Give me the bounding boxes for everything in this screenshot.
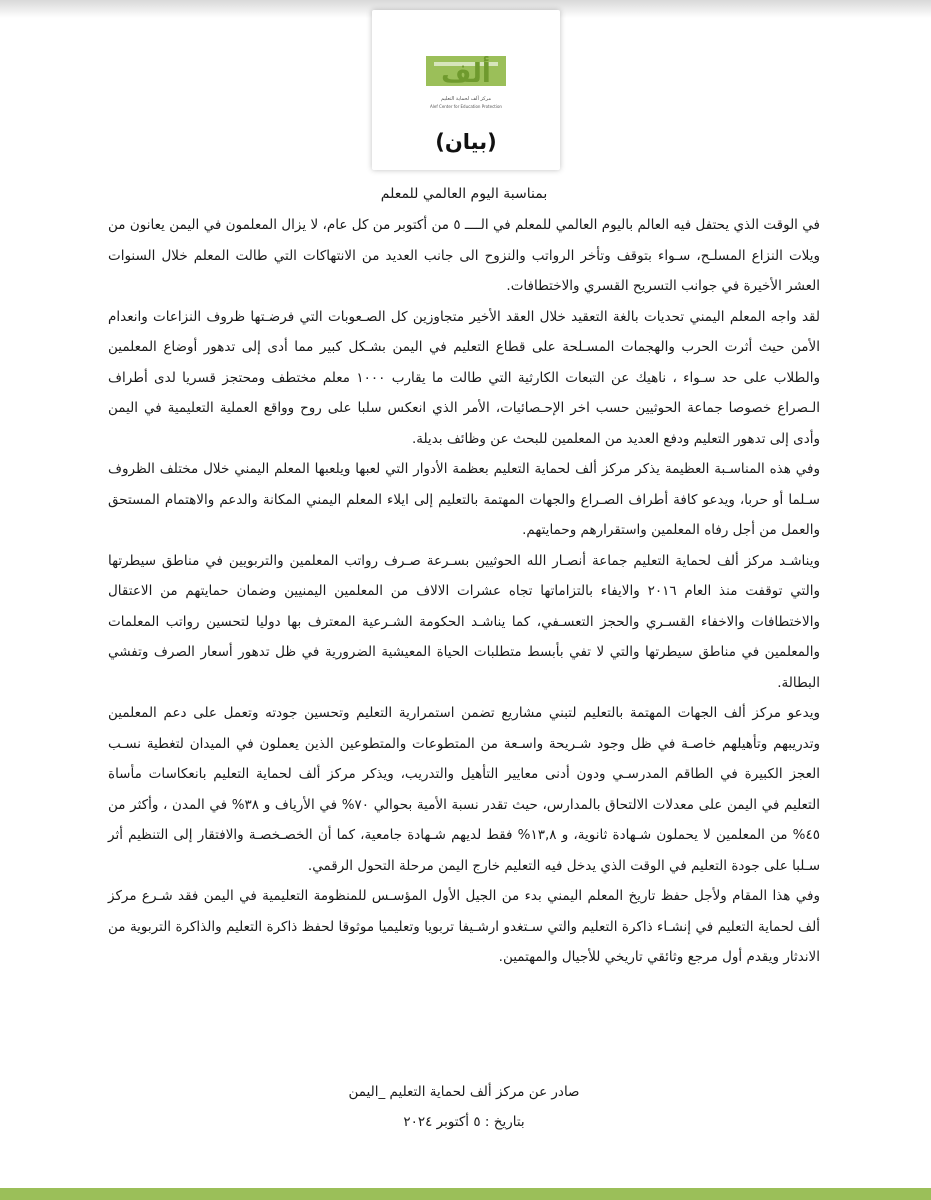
logo-tagline-en: Alef Center for Education Protection [430,104,502,109]
paragraph: لقد واجه المعلم اليمني تحديات بالغة التعقيد خلال العقد الأخير متجاوزين كل الصـعوبات التي فرضـتها ظروف النزاعات وانعدام الأمن حيث أثرت الحرب والهجمات المسـلحة على قطاع التعليم في اليمن بشـكل كبير مما أدى إلى تدهور أوضاع المعلمين والطلاب على حد سـواء ، ناهيك عن التبعات الكارثية التي طالت ما يقارب ١٠٠٠ معلم مختطف ومحتجز قسريا لدى أطراف الـصراع خصوصا جماعة الحوثيين حسب اخر الإحـصائيات، الأمر الذي انعكس سلبا على روح وواقع العملية التعليمية في اليمن وأدى إلى تدهور التعليم ودفع العديد من المعلمين للبحث عن وظائف بديلة. [108,308,820,447]
statement-title: (بيان) [435,130,497,154]
paragraph: وفي هذا المقام ولأجل حفظ تاريخ المعلم اليمني بدء من الجيل الأول المؤسـس للمنظومة التعليمية في اليمن فقد شـرع مركز ألف لحماية التعليم في إنشـاء ذاكرة التعليم والتي سـتغدو ارشـيفا تربويا وتعليميا موثوقا لحفظ ذاكرة التعليم والذاكرة التربوية من الاندثار ويقدم أول مرجع وثائقي تاريخي للأجيال والمهتمين. [108,888,820,965]
logo-tagline [426,96,506,110]
alef-logo [426,48,506,112]
logo-tagline-ar: مركز ألف لحماية التعليم [441,96,491,102]
alef-logo-mark-icon [426,48,506,94]
header-card [372,10,560,170]
paragraph: في الوقت الذي يحتفل فيه العالم باليوم العالمي للمعلم في الــــ ٥ من أكتوبر من كل عام، لا يزال المعلمون في اليمن يعانون من ويلات النزاع المسلـح، سـواء بتوقف وتأخر الرواتب والنزوح الى جانب العديد من الانتهاكات التي طالت المعلم خلال السنوات العشر الأخيرة في جوانب التسريح القسري والاختطافات. [108,217,820,294]
paragraph: ويدعو مركز ألف الجهات المهتمة بالتعليم لتبني مشاريع تضمن استمرارية التعليم وتحسين جودته وتعمل على دعم المعلمين وتدريبهم وتأهيلهم خاصـة في ظل وجود شـريحة واسـعة من المتطوعات والمتطوعين الذين يعملون في الميدان لتغطية نسـب العجز الكبيرة في الطاقم المدرسـي ودون أدنى معايير التأهيل والتدريب، ويذكر مركز ألف لحماية التعليم بانعكاسات مأساة التعليم في اليمن على معدلات الالتحاق بالمدارس، حيث تقدر نسبة الأمية بحوالي ٧٠% في الأرياف و ٣٨% في المدن ، وأكثر من ٤٥% من المعلمين لا يحملون شـهادة ثانوية، و ١٣,٨% فقط لديهم شـهادة جامعية، كما أن الخصـخصـة والافتقار إلى التنظيم أثر سـلبا على جودة التعليم في الوقت الذي يدخل فيه التعليم خارج اليمن مرحلة التحول الرقمي. [108,705,821,874]
statement-footer [108,1077,820,1137]
date-line: بتاريخ : ٥ أكتوبر ٢٠٢٤ [403,1114,525,1130]
paragraph: وفي هذه المناسـبة العظيمة يذكر مركز ألف لحماية التعليم بعظمة الأدوار التي لعبها ويلعبها المعلم اليمني خلال مختلف الظروف سـلما أو حربا، ويدعو كافة أطراف الصـراع والجهات المهتمة بالتعليم إلى ايلاء المعلم اليمني المكانة والدعم والاهتمام المستحق والعمل من أجل رفاه المعلمين واستقرارهم وحمايتهم. [108,461,820,538]
paragraph: ويناشـد مركز ألف لحماية التعليم جماعة أنصـار الله الحوثيين بسـرعة صـرف رواتب المعلمين والتربويين في مناطق سيطرتها والتي توقفت منذ العام ٢٠١٦ والايفاء بالتزاماتها تجاه عشرات الالاف من المعلمين اليمنيين وضمان حمايتهم من الاعتقال والاختطافات والاخفاء القسـري والحجز التعسـفي، كما يناشـد الحكومة الشـرعية المعترف بها دوليا لتحسين رواتب المعلمات والمعلمين في مناطق سيطرتها والتي لا تفي بأبسط متطلبات الحياة المعيشية الضرورية في ظل تدهور أسعار الصرف وتفشي البطالة. [108,552,820,691]
statement-subtitle: بمناسبة اليوم العالمي للمعلم [380,186,548,202]
statement-body [108,180,820,973]
issuer-line: صادر عن مركز ألف لحماية التعليم _اليمن [348,1084,580,1100]
bottom-brand-bar [0,1188,931,1200]
alef-logo-text: ألف [441,59,491,89]
